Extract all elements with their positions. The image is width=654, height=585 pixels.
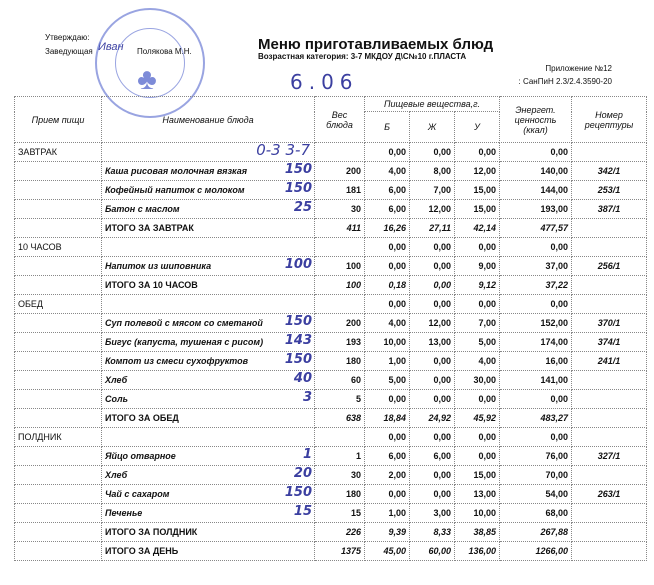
col-meal: Прием пищи	[15, 97, 102, 143]
cell-b: 6,00	[365, 447, 410, 466]
table-row	[15, 447, 647, 466]
cell-u: 42,14	[455, 219, 500, 238]
cell-energy: 37,22	[500, 276, 572, 295]
cell-b: 18,84	[365, 409, 410, 428]
cell-zh: 6,00	[410, 447, 455, 466]
table-row	[15, 200, 647, 219]
cell-b: 0,00	[365, 390, 410, 409]
cell-b: 9,39	[365, 523, 410, 542]
cell-meal: 10 ЧАСОВ	[15, 238, 102, 257]
cell-energy: 0,00	[500, 390, 572, 409]
cell-name: ИТОГО ЗА ПОЛДНИК	[102, 523, 315, 542]
cell-recipe	[572, 276, 647, 295]
cell-meal	[15, 504, 102, 523]
appendix-number: Приложение №12	[545, 64, 612, 73]
cell-energy: 267,88	[500, 523, 572, 542]
cell-name: Бигус (капуста, тушеная с рисом) 143	[102, 333, 315, 352]
cell-meal	[15, 409, 102, 428]
cell-meal	[15, 390, 102, 409]
cell-name: ИТОГО ЗА ОБЕД	[102, 409, 315, 428]
cell-name: Печенье 15	[102, 504, 315, 523]
cell-meal	[15, 542, 102, 561]
signature: Иван	[98, 41, 124, 53]
cell-energy: 16,00	[500, 352, 572, 371]
cell-meal	[15, 181, 102, 200]
handwritten-portion: 100	[284, 257, 312, 272]
cell-recipe	[572, 504, 647, 523]
section-row	[15, 428, 647, 447]
cell-u: 0,00	[455, 295, 500, 314]
cell-weight: 1375	[315, 542, 365, 561]
cell-zh: 0,00	[410, 238, 455, 257]
cell-recipe	[572, 523, 647, 542]
cell-b: 0,00	[365, 257, 410, 276]
menu-table	[14, 96, 647, 561]
cell-energy: 76,00	[500, 447, 572, 466]
cell-zh: 0,00	[410, 143, 455, 162]
cell-zh: 0,00	[410, 390, 455, 409]
cell-b: 0,00	[365, 295, 410, 314]
col-b: Б	[365, 112, 410, 143]
handwritten-portion: 150	[284, 162, 312, 177]
cell-zh: 27,11	[410, 219, 455, 238]
cell-name: Суп полевой с мясом со сметаной 150	[102, 314, 315, 333]
total-row	[15, 542, 647, 561]
handwritten-age: 0-3 3-7	[256, 142, 310, 159]
cell-meal	[15, 276, 102, 295]
cell-recipe	[572, 219, 647, 238]
cell-name: ИТОГО ЗА ЗАВТРАК	[102, 219, 315, 238]
cell-energy: 1266,00	[500, 542, 572, 561]
cell-weight	[315, 428, 365, 447]
cell-recipe: 241/1	[572, 352, 647, 371]
cell-recipe	[572, 371, 647, 390]
cell-b: 1,00	[365, 352, 410, 371]
cell-recipe	[572, 295, 647, 314]
col-weight: Вес блюда	[315, 97, 365, 143]
cell-recipe	[572, 428, 647, 447]
handwritten-portion: 25	[293, 200, 312, 215]
cell-u: 0,00	[455, 428, 500, 447]
cell-meal	[15, 371, 102, 390]
section-row	[15, 143, 647, 162]
cell-energy: 0,00	[500, 428, 572, 447]
cell-energy: 54,00	[500, 485, 572, 504]
cell-u: 0,00	[455, 238, 500, 257]
cell-u: 0,00	[455, 447, 500, 466]
cell-name: Яйцо отварное 1	[102, 447, 315, 466]
cell-meal	[15, 523, 102, 542]
cell-recipe	[572, 238, 647, 257]
total-row	[15, 276, 647, 295]
cell-zh: 7,00	[410, 181, 455, 200]
cell-b: 45,00	[365, 542, 410, 561]
cell-zh: 0,00	[410, 276, 455, 295]
cell-name: Соль 3	[102, 390, 315, 409]
cell-recipe	[572, 409, 647, 428]
cell-zh: 3,00	[410, 504, 455, 523]
cell-b: 0,18	[365, 276, 410, 295]
cell-u: 136,00	[455, 542, 500, 561]
cell-zh: 12,00	[410, 314, 455, 333]
cell-u: 45,92	[455, 409, 500, 428]
cell-zh: 0,00	[410, 466, 455, 485]
head-name: Полякова М.Н.	[137, 47, 192, 56]
cell-weight	[315, 238, 365, 257]
table-row	[15, 181, 647, 200]
section-row	[15, 238, 647, 257]
sanpin-ref: : СанПиН 2.3/2.4.3590-20	[518, 77, 612, 86]
handwritten-portion: 150	[284, 485, 312, 500]
cell-energy: 483,27	[500, 409, 572, 428]
cell-weight	[315, 143, 365, 162]
cell-name: Напиток из шиповника 100	[102, 257, 315, 276]
cell-zh: 8,00	[410, 162, 455, 181]
cell-meal	[15, 466, 102, 485]
page-subtitle: Возрастная категория: 3-7 МКДОУ Д\С№10 г.ПЛАСТА	[258, 52, 467, 61]
cell-meal	[15, 162, 102, 181]
cell-weight: 30	[315, 466, 365, 485]
cell-recipe: 387/1	[572, 200, 647, 219]
cell-b: 5,00	[365, 371, 410, 390]
cell-zh: 0,00	[410, 295, 455, 314]
cell-recipe: 256/1	[572, 257, 647, 276]
cell-energy: 0,00	[500, 143, 572, 162]
cell-energy: 477,57	[500, 219, 572, 238]
cell-u: 15,00	[455, 466, 500, 485]
cell-recipe	[572, 143, 647, 162]
cell-name: Чай с сахаром 150	[102, 485, 315, 504]
cell-u: 5,00	[455, 333, 500, 352]
total-row	[15, 409, 647, 428]
cell-meal	[15, 200, 102, 219]
cell-weight: 1	[315, 447, 365, 466]
table-row	[15, 504, 647, 523]
cell-weight: 226	[315, 523, 365, 542]
head-label: Заведующая	[45, 47, 93, 56]
handwritten-portion: 40	[293, 371, 312, 386]
cell-u: 9,00	[455, 257, 500, 276]
cell-weight: 100	[315, 276, 365, 295]
cell-weight: 5	[315, 390, 365, 409]
cell-name	[102, 238, 315, 257]
total-row	[15, 219, 647, 238]
cell-u: 30,00	[455, 371, 500, 390]
cell-b: 0,00	[365, 238, 410, 257]
cell-weight: 181	[315, 181, 365, 200]
cell-weight: 100	[315, 257, 365, 276]
cell-u: 0,00	[455, 390, 500, 409]
handwritten-portion: 150	[284, 314, 312, 329]
table-row	[15, 162, 647, 181]
cell-u: 15,00	[455, 181, 500, 200]
col-u: У	[455, 112, 500, 143]
cell-name: Батон с маслом 25	[102, 200, 315, 219]
cell-name: Каша рисовая молочная вязкая 150	[102, 162, 315, 181]
handwritten-portion: 150	[284, 181, 312, 196]
cell-name	[102, 295, 315, 314]
cell-energy: 144,00	[500, 181, 572, 200]
cell-name	[102, 143, 315, 162]
cell-recipe: 327/1	[572, 447, 647, 466]
cell-weight: 30	[315, 200, 365, 219]
cell-b: 16,26	[365, 219, 410, 238]
cell-recipe	[572, 542, 647, 561]
cell-zh: 0,00	[410, 485, 455, 504]
cell-u: 9,12	[455, 276, 500, 295]
cell-b: 4,00	[365, 314, 410, 333]
cell-zh: 8,33	[410, 523, 455, 542]
cell-u: 15,00	[455, 200, 500, 219]
cell-weight: 180	[315, 352, 365, 371]
cell-weight: 638	[315, 409, 365, 428]
cell-recipe: 374/1	[572, 333, 647, 352]
col-nutrients: Пищевые вещества,г.	[365, 97, 500, 112]
cell-u: 13,00	[455, 485, 500, 504]
cell-weight: 200	[315, 314, 365, 333]
table-row	[15, 485, 647, 504]
cell-meal	[15, 219, 102, 238]
cell-u: 12,00	[455, 162, 500, 181]
table-row	[15, 466, 647, 485]
cell-zh: 0,00	[410, 352, 455, 371]
cell-b: 6,00	[365, 181, 410, 200]
cell-weight: 200	[315, 162, 365, 181]
cell-recipe: 370/1	[572, 314, 647, 333]
page-title: Меню приготавливаемых блюд	[258, 36, 494, 53]
cell-zh: 0,00	[410, 428, 455, 447]
cell-recipe: 342/1	[572, 162, 647, 181]
col-recipe: Номер рецептуры	[572, 97, 647, 143]
table-row	[15, 371, 647, 390]
cell-b: 4,00	[365, 162, 410, 181]
cell-energy: 152,00	[500, 314, 572, 333]
cell-zh: 24,92	[410, 409, 455, 428]
cell-meal: ПОЛДНИК	[15, 428, 102, 447]
col-zh: Ж	[410, 112, 455, 143]
cell-zh: 60,00	[410, 542, 455, 561]
cell-name: Хлеб 40	[102, 371, 315, 390]
cell-meal: ЗАВТРАК	[15, 143, 102, 162]
cell-name: ИТОГО ЗА ДЕНЬ	[102, 542, 315, 561]
section-row	[15, 295, 647, 314]
cell-meal	[15, 257, 102, 276]
cell-weight: 180	[315, 485, 365, 504]
cell-energy: 0,00	[500, 238, 572, 257]
appendix-block	[519, 62, 612, 88]
cell-meal	[15, 447, 102, 466]
cell-energy: 68,00	[500, 504, 572, 523]
cell-u: 38,85	[455, 523, 500, 542]
cell-zh: 13,00	[410, 333, 455, 352]
handwritten-portion: 15	[293, 504, 312, 519]
cell-b: 0,00	[365, 143, 410, 162]
cell-energy: 193,00	[500, 200, 572, 219]
total-row	[15, 523, 647, 542]
cell-recipe	[572, 466, 647, 485]
handwritten-date: 6.06	[290, 70, 359, 94]
cell-energy: 174,00	[500, 333, 572, 352]
handwritten-portion: 143	[284, 333, 312, 348]
cell-b: 0,00	[365, 428, 410, 447]
handwritten-portion: 3	[302, 390, 312, 405]
table-row	[15, 390, 647, 409]
handwritten-portion: 150	[284, 352, 312, 367]
cell-zh: 0,00	[410, 257, 455, 276]
col-energy: Энергет. ценность (ккал)	[500, 97, 572, 143]
cell-energy: 0,00	[500, 295, 572, 314]
cell-energy: 37,00	[500, 257, 572, 276]
cell-recipe: 263/1	[572, 485, 647, 504]
cell-weight: 15	[315, 504, 365, 523]
cell-weight: 193	[315, 333, 365, 352]
cell-recipe: 253/1	[572, 181, 647, 200]
cell-b: 0,00	[365, 485, 410, 504]
cell-meal: ОБЕД	[15, 295, 102, 314]
cell-u: 10,00	[455, 504, 500, 523]
cell-energy: 70,00	[500, 466, 572, 485]
table-row	[15, 257, 647, 276]
cell-weight: 411	[315, 219, 365, 238]
cell-name: Хлеб 20	[102, 466, 315, 485]
cell-zh: 12,00	[410, 200, 455, 219]
cell-meal	[15, 314, 102, 333]
cell-b: 2,00	[365, 466, 410, 485]
col-name: Наименование блюда	[102, 97, 315, 143]
handwritten-portion: 20	[293, 466, 312, 481]
cell-u: 0,00	[455, 143, 500, 162]
cell-u: 4,00	[455, 352, 500, 371]
cell-name: ИТОГО ЗА 10 ЧАСОВ	[102, 276, 315, 295]
table-row	[15, 333, 647, 352]
approve-label: Утверждаю:	[45, 33, 90, 42]
cell-energy: 140,00	[500, 162, 572, 181]
handwritten-portion: 1	[302, 447, 312, 462]
cell-meal	[15, 485, 102, 504]
cell-b: 6,00	[365, 200, 410, 219]
cell-weight: 60	[315, 371, 365, 390]
cell-name	[102, 428, 315, 447]
cell-b: 1,00	[365, 504, 410, 523]
cell-name: Компот из смеси сухофруктов 150	[102, 352, 315, 371]
cell-meal	[15, 333, 102, 352]
cell-name: Кофейный напиток с молоком 150	[102, 181, 315, 200]
cell-recipe	[572, 390, 647, 409]
stamp-logo-icon: ♣	[137, 63, 157, 96]
table-row	[15, 314, 647, 333]
cell-energy: 141,00	[500, 371, 572, 390]
cell-u: 7,00	[455, 314, 500, 333]
table-row	[15, 352, 647, 371]
cell-weight	[315, 295, 365, 314]
cell-meal	[15, 352, 102, 371]
cell-b: 10,00	[365, 333, 410, 352]
cell-zh: 0,00	[410, 371, 455, 390]
